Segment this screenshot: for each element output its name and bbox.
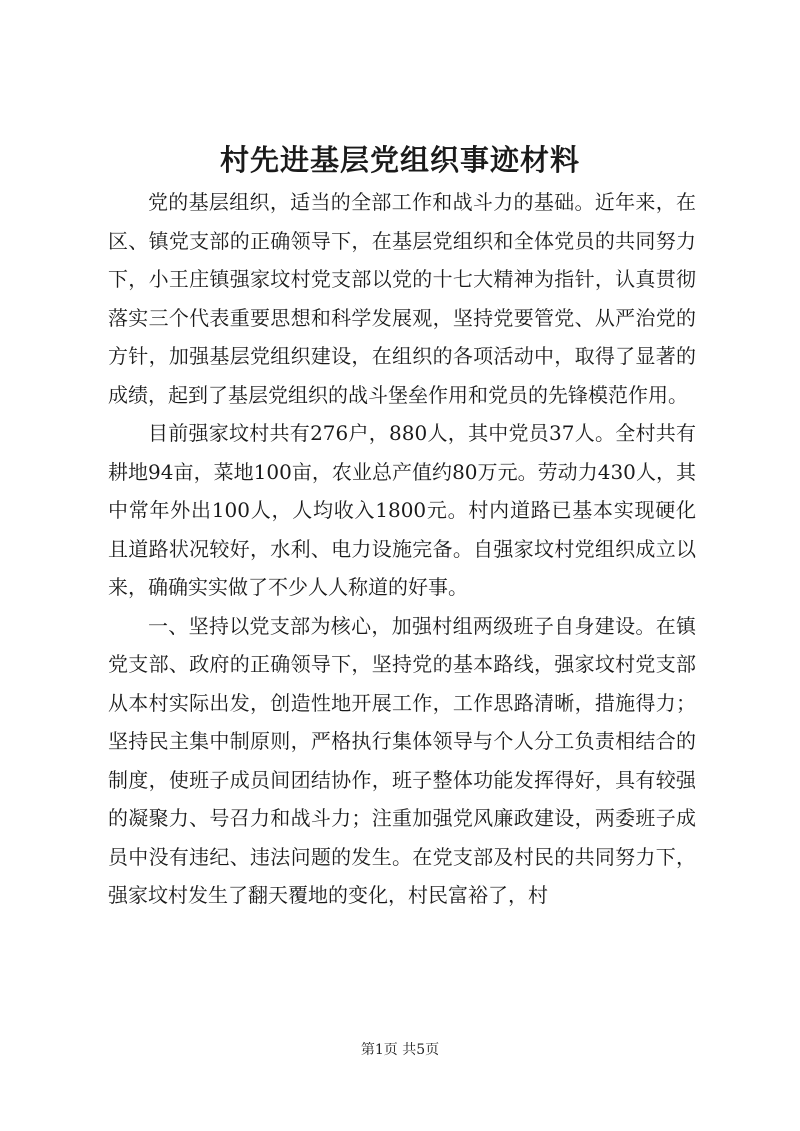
paragraph-section-one: 一、坚持以党支部为核心，加强村组两级班子自身建设。在镇党支部、政府的正确领导下，坚持党的基本路线，强家坟村党支部从本村实际出发，创造性地开展工作，工作思路清晰，措施得力；坚持民主集中制原则，严格执行集体领导与个人分工负责相结合的制度，使班子成员间团结协作，班子整体功能发挥得好，具有较强的凝聚力、号召力和战斗力；注重加强党风廉政建设，两委班子成员中没有违纪、违法问题的发生。在党支部及村民的共同努力下，强家坟村发生了翻天覆地的变化，村民富裕了，村 bbox=[108, 613, 696, 907]
document-body bbox=[108, 183, 696, 915]
page-footer: 第1页 共5页 bbox=[360, 1042, 440, 1058]
paragraph-intro: 党的基层组织，适当的全部工作和战斗力的基础。近年来，在区、镇党支部的正确领导下，在基层党组织和全体党员的共同努力下，小王庄镇强家坟村党支部以党的十七大精神为指针，认真贯彻落实三个代表重要思想和科学发展观，坚持党要管党、从严治党的方针，加强基层党组织建设，在组织的各项活动中，取得了显著的成绩，起到了基层党组织的战斗堡垒作用和党员的先锋模范作用。 bbox=[108, 190, 696, 407]
document-title: 村先进基层党组织事迹材料 bbox=[219, 143, 580, 177]
paragraph-village-stats: 目前强家坟村共有276户，880人，其中党员37人。全村共有耕地94亩，菜地100亩，农业总产值约80万元。劳动力430人，其中常年外出100人，人均收入1800元。村内道路已基本实现硬化且道路状况较好，水利、电力设施完备。自强家坟村党组织成立以来，确确实实做了不少人人称道的好事。 bbox=[108, 421, 696, 599]
